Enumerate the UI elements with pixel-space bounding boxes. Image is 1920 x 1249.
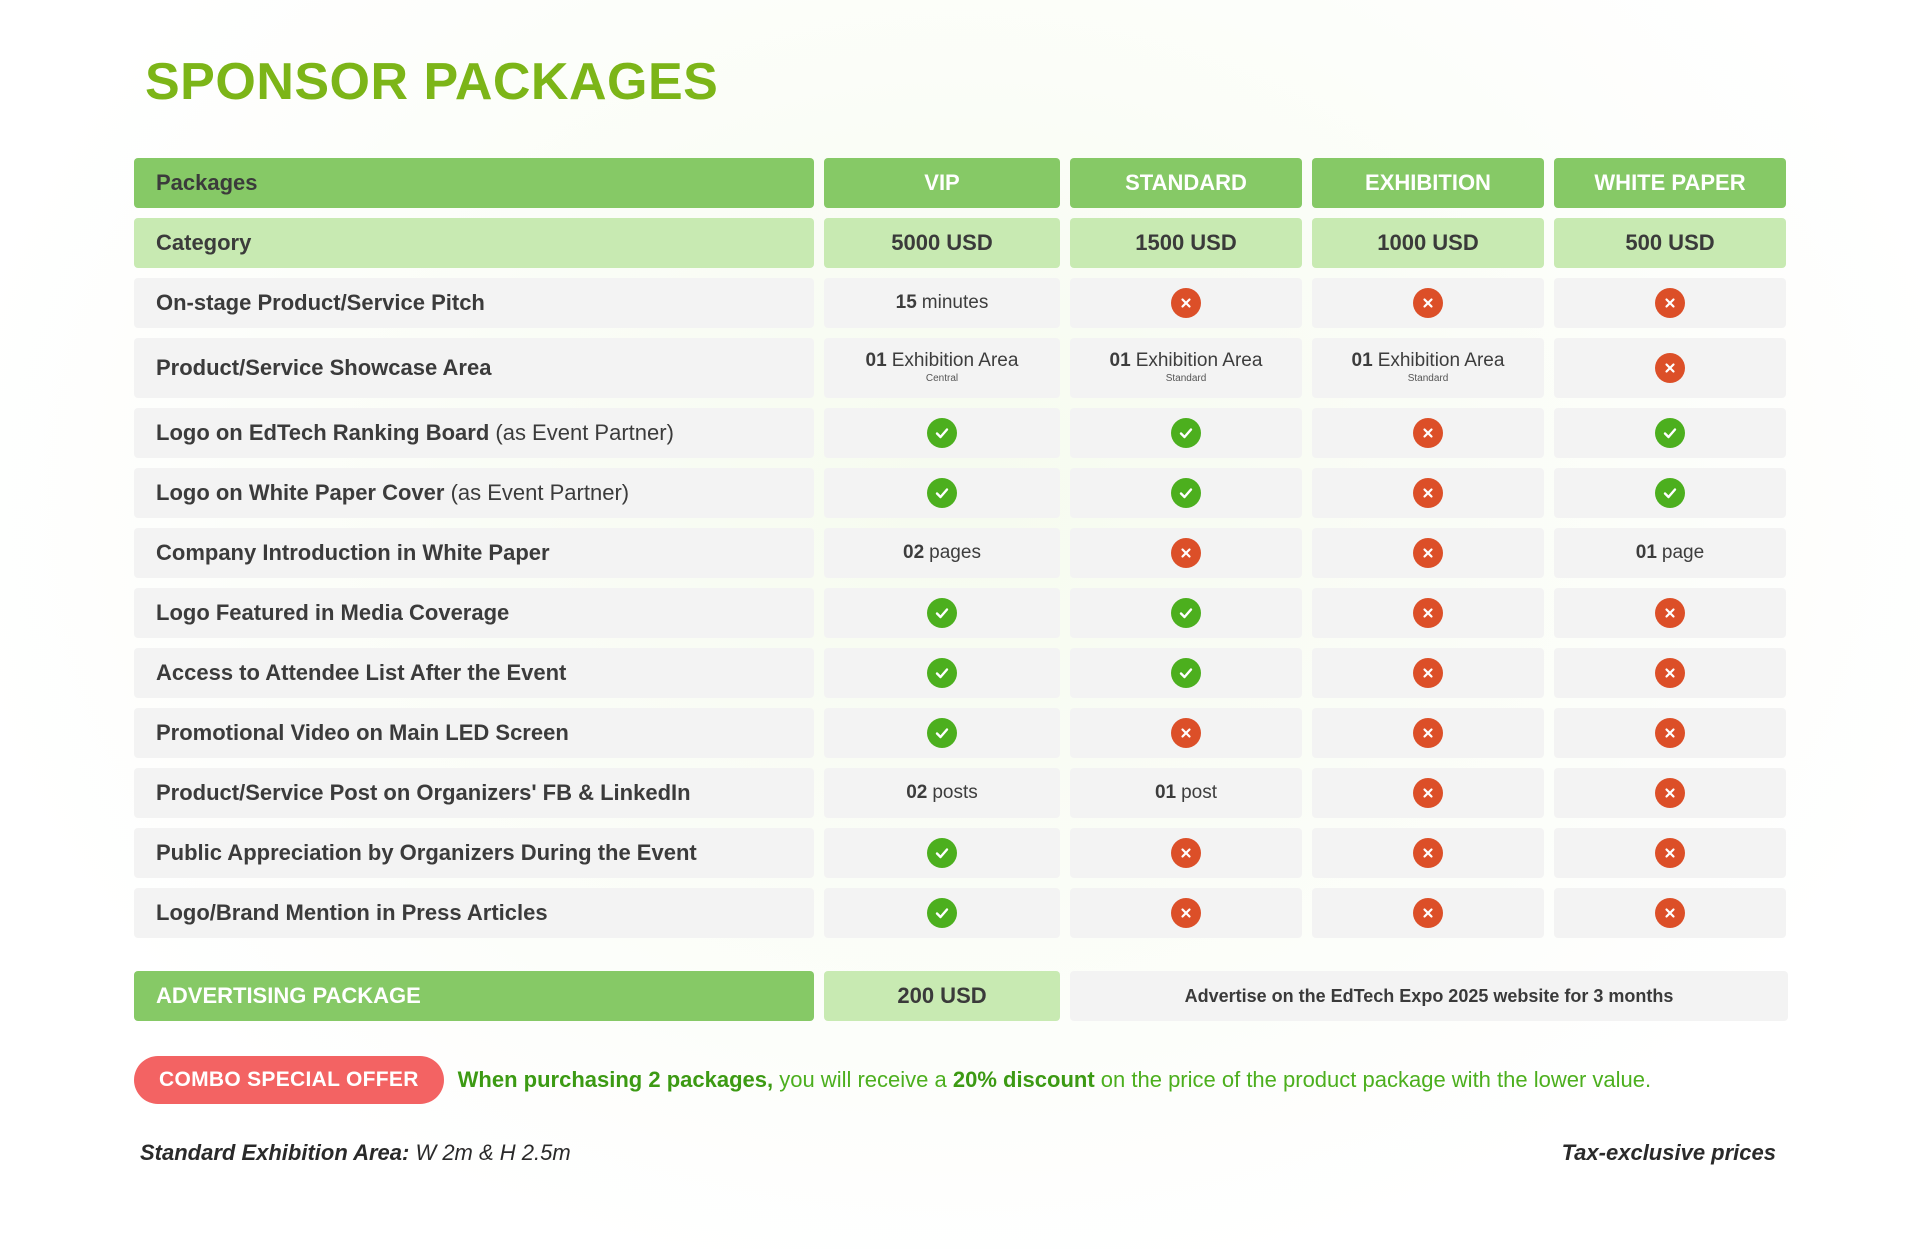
feature-label (134, 708, 814, 758)
combo-text-part1: When purchasing 2 packages, (457, 1067, 774, 1092)
feature-label (134, 648, 814, 698)
feature-label (134, 768, 814, 818)
feature-label-text: Access to Attendee List After the Event (156, 660, 567, 685)
check-icon (1171, 658, 1201, 688)
check-icon (927, 658, 957, 688)
value-line (1155, 782, 1217, 804)
cell-vip (824, 278, 1060, 328)
advertising-price: 200 USD (824, 971, 1060, 1021)
exhibition-area-label: Standard Exhibition Area: (140, 1140, 410, 1165)
tax-note: Tax-exclusive prices (1561, 1140, 1776, 1165)
cell-exhibition (1312, 768, 1544, 818)
cell-standard (1070, 888, 1302, 938)
cross-icon (1655, 898, 1685, 928)
page-title: SPONSOR PACKAGES (145, 53, 719, 111)
cell-exhibition (1312, 338, 1544, 398)
combo-text (458, 1067, 1651, 1093)
exhibition-area-value: W 2m & H 2.5m (409, 1140, 571, 1165)
feature-label-text: Logo on White Paper Cover (156, 480, 445, 505)
cell-vip (824, 468, 1060, 518)
cross-icon (1171, 838, 1201, 868)
header-vip: VIP (824, 158, 1060, 208)
price-white-paper: 500 USD (1554, 218, 1786, 268)
cell-standard (1070, 648, 1302, 698)
feature-label (134, 278, 814, 328)
cross-icon (1655, 718, 1685, 748)
feature-label-text: Promotional Video on Main LED Screen (156, 720, 569, 745)
value-unit: Exhibition Area (1135, 350, 1263, 372)
check-icon (927, 418, 957, 448)
cross-icon (1413, 718, 1443, 748)
cross-icon (1655, 778, 1685, 808)
cell-exhibition (1312, 648, 1544, 698)
value-subtext: Standard (1165, 373, 1207, 385)
cross-icon (1413, 658, 1443, 688)
cross-icon (1413, 778, 1443, 808)
value-subtext: Standard (1407, 373, 1449, 385)
advertising-description: Advertise on the EdTech Expo 2025 website for 3 months (1070, 971, 1788, 1021)
cell-exhibition (1312, 408, 1544, 458)
check-icon (927, 478, 957, 508)
feature-label (134, 588, 814, 638)
header-standard: STANDARD (1070, 158, 1302, 208)
feature-label-text: Product/Service Showcase Area (156, 355, 492, 380)
cross-icon (1171, 718, 1201, 748)
value-line (1352, 351, 1505, 371)
cell-white-paper (1554, 828, 1786, 878)
cell-vip (824, 408, 1060, 458)
value-unit: minutes (921, 292, 989, 313)
cell-white-paper (1554, 528, 1786, 578)
header-exhibition: EXHIBITION (1312, 158, 1544, 208)
cell-exhibition (1312, 278, 1544, 328)
category-label: Category (134, 218, 814, 268)
value-number: 01 (1109, 350, 1131, 372)
value-number: 01 (865, 350, 887, 372)
cell-white-paper (1554, 408, 1786, 458)
feature-label (134, 828, 814, 878)
feature-label (134, 528, 814, 578)
combo-text-part4: on the price of the product package with the lower value. (1094, 1067, 1652, 1092)
check-icon (927, 598, 957, 628)
cell-standard (1070, 528, 1302, 578)
feature-label (134, 408, 814, 458)
exhibition-area-note (140, 1140, 571, 1166)
feature-label-text: Public Appreciation by Organizers During the Event (156, 840, 697, 865)
feature-label-suffix: (as Event Partner) (444, 480, 630, 505)
feature-label-text: Logo on EdTech Ranking Board (156, 420, 490, 445)
advertising-label: ADVERTISING PACKAGE (134, 971, 814, 1021)
cell-exhibition (1312, 468, 1544, 518)
cross-icon (1413, 288, 1443, 318)
value-number: 15 (895, 292, 917, 313)
cell-white-paper (1554, 648, 1786, 698)
header-packages: Packages (134, 158, 814, 208)
value-line (903, 542, 981, 564)
cell-white-paper (1554, 888, 1786, 938)
feature-label (134, 338, 814, 398)
value-unit: posts (932, 782, 978, 803)
cell-vip (824, 708, 1060, 758)
cross-icon (1655, 658, 1685, 688)
cross-icon (1171, 288, 1201, 318)
cross-icon (1413, 538, 1443, 568)
sponsor-packages-table (134, 158, 1786, 938)
value-line (866, 351, 1019, 371)
cell-vip (824, 768, 1060, 818)
feature-label (134, 468, 814, 518)
value-unit: post (1181, 782, 1218, 803)
cross-icon (1655, 838, 1685, 868)
cell-white-paper (1554, 708, 1786, 758)
feature-label-text: Logo/Brand Mention in Press Articles (156, 900, 548, 925)
cell-standard (1070, 768, 1302, 818)
cell-vip (824, 648, 1060, 698)
feature-label-text: Logo Featured in Media Coverage (156, 600, 510, 625)
cell-vip (824, 828, 1060, 878)
cross-icon (1655, 598, 1685, 628)
combo-text-part3: 20% discount (952, 1067, 1095, 1092)
cross-icon (1655, 353, 1685, 383)
cell-standard (1070, 828, 1302, 878)
feature-label-text: On-stage Product/Service Pitch (156, 290, 485, 315)
cross-icon (1413, 598, 1443, 628)
cell-standard (1070, 468, 1302, 518)
value-line (1636, 542, 1704, 564)
cross-icon (1413, 898, 1443, 928)
price-exhibition: 1000 USD (1312, 218, 1544, 268)
cell-exhibition (1312, 888, 1544, 938)
cross-icon (1171, 538, 1201, 568)
feature-label (134, 888, 814, 938)
cell-white-paper (1554, 468, 1786, 518)
check-icon (1171, 598, 1201, 628)
cell-standard (1070, 708, 1302, 758)
feature-label-text: Company Introduction in White Paper (156, 540, 550, 565)
cell-exhibition (1312, 528, 1544, 578)
cell-exhibition (1312, 588, 1544, 638)
cell-vip (824, 528, 1060, 578)
header-white-paper: WHITE PAPER (1554, 158, 1786, 208)
cross-icon (1413, 478, 1443, 508)
combo-text-part2: you will receive a (773, 1067, 953, 1092)
value-unit: Exhibition Area (891, 350, 1019, 372)
check-icon (927, 838, 957, 868)
feature-label-text: Product/Service Post on Organizers' FB & LinkedIn (156, 780, 691, 805)
value-unit: pages (929, 542, 981, 563)
cross-icon (1655, 288, 1685, 318)
cell-vip (824, 588, 1060, 638)
cell-exhibition (1312, 708, 1544, 758)
value-unit: Exhibition Area (1377, 350, 1505, 372)
price-vip: 5000 USD (824, 218, 1060, 268)
price-standard: 1500 USD (1070, 218, 1302, 268)
cell-standard (1070, 408, 1302, 458)
check-icon (1655, 478, 1685, 508)
combo-badge: COMBO SPECIAL OFFER (134, 1056, 444, 1104)
cross-icon (1171, 898, 1201, 928)
cell-vip (824, 338, 1060, 398)
value-number: 02 (903, 542, 925, 563)
value-number: 01 (1154, 782, 1177, 803)
check-icon (1171, 478, 1201, 508)
check-icon (927, 718, 957, 748)
check-icon (927, 898, 957, 928)
cross-icon (1413, 418, 1443, 448)
value-line (906, 782, 978, 804)
cell-vip (824, 888, 1060, 938)
cell-standard (1070, 278, 1302, 328)
cell-exhibition (1312, 828, 1544, 878)
cross-icon (1413, 838, 1443, 868)
value-line (1110, 351, 1263, 371)
cell-white-paper (1554, 768, 1786, 818)
cell-standard (1070, 588, 1302, 638)
cell-white-paper (1554, 278, 1786, 328)
combo-offer (134, 1056, 1651, 1104)
value-number: 02 (906, 782, 928, 803)
value-line (896, 292, 989, 314)
advertising-package-row (134, 971, 1788, 1021)
check-icon (1655, 418, 1685, 448)
value-number: 01 (1635, 542, 1657, 563)
cell-white-paper (1554, 338, 1786, 398)
value-number: 01 (1351, 350, 1373, 372)
cell-white-paper (1554, 588, 1786, 638)
check-icon (1171, 418, 1201, 448)
cell-standard (1070, 338, 1302, 398)
value-unit: page (1661, 542, 1705, 563)
feature-label-suffix: (as Event Partner) (489, 420, 674, 445)
value-subtext: Central (925, 373, 959, 385)
